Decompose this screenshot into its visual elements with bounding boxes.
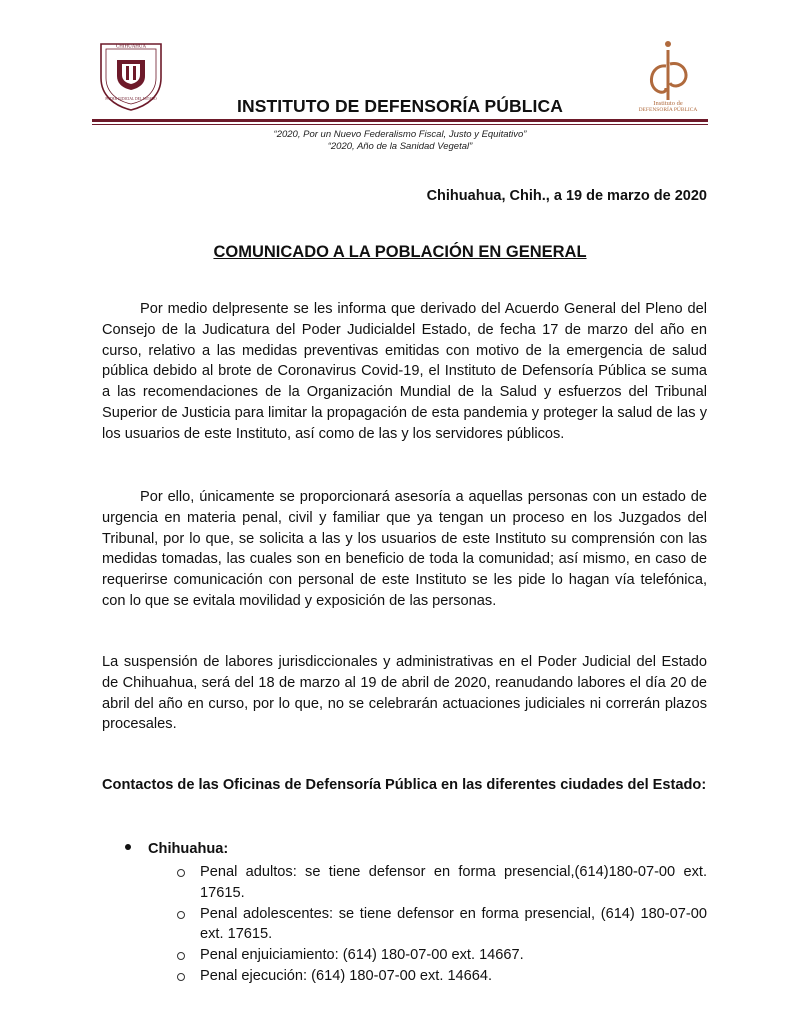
logo-caption bbox=[628, 100, 708, 114]
paragraph-1: Por medio delpresente se les informa que derivado del Acuerdo General del Pleno del Consejo de la Judicatura del Poder Judicialdel Estado, de fecha 17 de marzo del año en curso, relativo a las medidas preventivas emitidas con motivo de la emergencia de salud pública debido al brote de Coronavirus Covid-19, el Instituto de Defensoría Pública se suma a las recomendaciones de la Organización Mundial de la Salud y esfuerzos del Tribunal Superior de Justicia para limitar la propagación de esta pandemia y proteger la salud de las y los usuarios de este Instituto, así como de las y los servidores públicos. bbox=[102, 301, 707, 442]
city-item-chihuahua bbox=[125, 841, 228, 857]
seal-text-bottom: PODER JUDICIAL DEL ESTADO bbox=[105, 97, 157, 101]
contact-list bbox=[176, 862, 707, 987]
motto-line-2: “2020, Año de la Sanidad Vegetal” bbox=[327, 141, 473, 152]
circle-bullet-icon bbox=[177, 952, 185, 960]
circle-bullet-icon bbox=[177, 869, 185, 877]
list-item bbox=[176, 966, 707, 987]
contacts-heading: Contactos de las Oficinas de Defensoría Pública en las diferentes ciudades del Estado: bbox=[102, 777, 707, 793]
list-item bbox=[176, 904, 707, 946]
paragraph-2: Por ello, únicamente se proporcionará asesoría a aquellas personas con un estado de urgencia en materia penal, civil y familiar que ya tengan un proceso en los Juzgados del Tribunal, por lo que, se solicita a las y los usuarios de este Instituto su comprensión con las medidas tomadas, las cuales son en beneficio de toda la comunidad; así mismo, en caso de requerirse comunicación con personal de este Instituto se les pide lo hagan vía telefónica, con lo que se evitala movilidad y exposición de las personas. bbox=[102, 489, 707, 609]
seal-text-top: CHIHUAHUA bbox=[115, 44, 147, 50]
header-rule bbox=[92, 119, 708, 122]
contact-text: Penal adultos: se tiene defensor en forma presencial,(614)180-07-00 ext. 17615. bbox=[200, 864, 707, 901]
contact-text: Penal ejecución: (614) 180-07-00 ext. 14664. bbox=[200, 967, 493, 984]
logo-caption-line-1: Instituto de bbox=[653, 100, 683, 107]
list-item bbox=[176, 862, 707, 904]
list-item bbox=[176, 945, 707, 966]
logo-caption-line-2: DEFENSORÍA PÚBLICA bbox=[638, 107, 698, 113]
circle-bullet-icon bbox=[177, 911, 185, 919]
judicial-seal-logo bbox=[97, 38, 165, 112]
motto-line-1: “2020, Por un Nuevo Federalismo Fiscal, Justo y Equitativo” bbox=[273, 129, 527, 140]
circle-bullet-icon bbox=[177, 973, 185, 981]
organization-title: INSTITUTO DE DEFENSORÍA PÚBLICA bbox=[237, 96, 563, 116]
city-label: Chihuahua: bbox=[148, 841, 229, 857]
contact-text: Penal adolescentes: se tiene defensor en forma presencial, (614) 180-07-00 ext. 17615. bbox=[200, 905, 707, 943]
contact-text: Penal enjuiciamiento: (614) 180-07-00 ext. 14667. bbox=[200, 947, 524, 964]
document-title: COMUNICADO A LA POBLACIÓN EN GENERAL bbox=[213, 243, 587, 261]
dateline: Chihuahua, Chih., a 19 de marzo de 2020 bbox=[426, 188, 707, 204]
header-rule-thin bbox=[92, 124, 708, 125]
bullet-icon bbox=[125, 844, 131, 850]
paragraph-3: La suspensión de labores jurisdiccionales y administrativas en el Poder Judicial del Estado de Chihuahua, será del 18 de marzo al 19 de abril de 2020, reanudando labores el día 20 de abril del año en curso, por lo que, no se celebrarán actuaciones judiciales ni correrán plazos procesales. bbox=[102, 654, 707, 733]
